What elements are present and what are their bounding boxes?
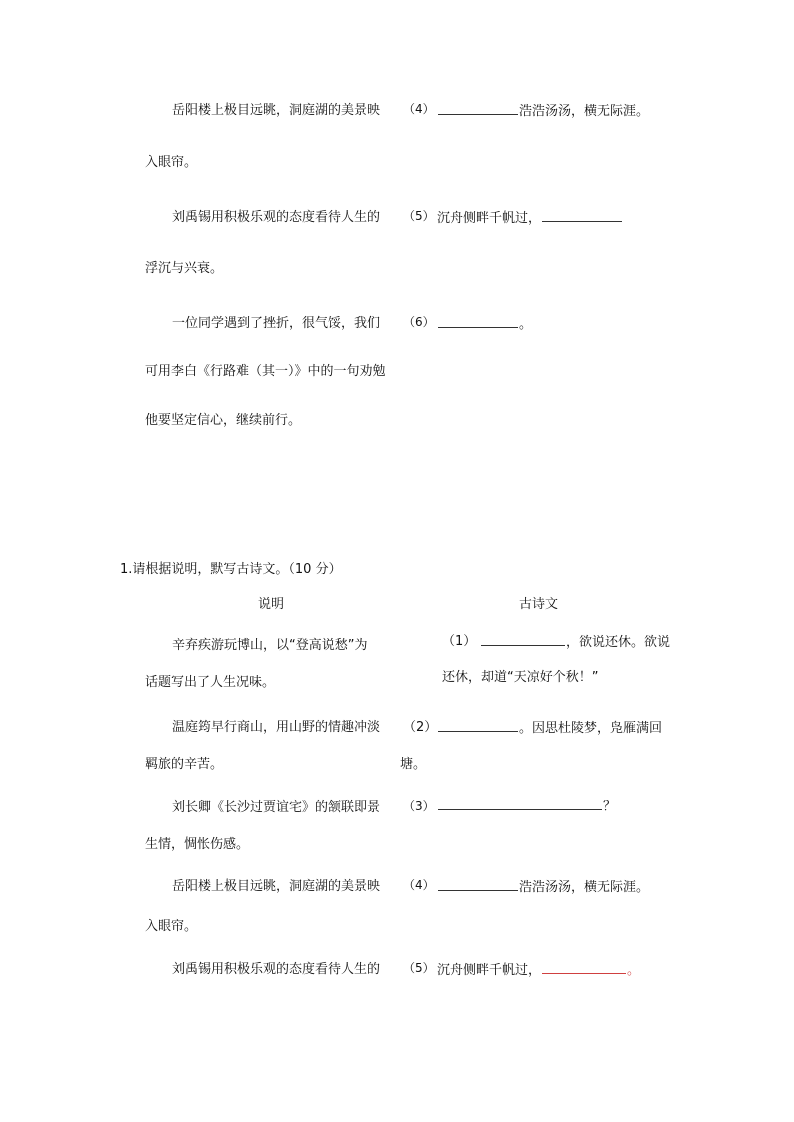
answer-line	[437, 961, 640, 980]
answer-line	[437, 719, 662, 738]
item-number: （4）	[403, 102, 435, 116]
item-number: （6）	[403, 315, 435, 329]
column-header-explanation: 说明	[258, 597, 285, 612]
answer-blank[interactable]	[542, 209, 622, 222]
poem-text: 。	[627, 963, 641, 978]
answer-line	[437, 209, 623, 228]
question-title: 1.请根据说明，默写古诗文。（10 分）	[120, 562, 342, 577]
poem-text: 沉舟侧畔千帆过，	[437, 211, 542, 226]
answer-line	[437, 315, 532, 334]
item-number: （1）	[442, 634, 477, 649]
item-number: （2）	[403, 720, 438, 735]
poem-text: 沉舟侧畔千帆过，	[437, 963, 542, 978]
item-number: （3）	[403, 799, 435, 813]
column-header-poem: 古诗文	[519, 597, 559, 612]
desc-text: 刘长卿《长沙过贾谊宅》的颔联即景	[172, 800, 381, 815]
answer-line	[437, 797, 616, 816]
poem-text: ，欲说还休。欲说	[566, 635, 671, 650]
poem-text: 。	[519, 317, 533, 332]
poem-text: 塘。	[400, 757, 427, 772]
poem-text: 。因思杜陵梦，凫雁满回	[519, 721, 663, 736]
desc-text: 岳阳楼上极目远眺，洞庭湖的美景映	[172, 879, 381, 894]
answer-line	[480, 633, 670, 652]
desc-text: 生情，惆怅伤感。	[145, 837, 250, 852]
item-number: （5）	[403, 209, 435, 223]
poem-text: 浩浩汤汤，横无际涯。	[519, 880, 650, 895]
poem-text: 还休，却道“天凉好个秋！”	[442, 670, 599, 685]
desc-text: 话题写出了人生况味。	[145, 675, 276, 690]
desc-text: 岳阳楼上极目远眺，洞庭湖的美景映	[172, 103, 381, 118]
answer-blank[interactable]	[481, 633, 565, 646]
item-number: （5）	[403, 961, 435, 975]
answer-blank[interactable]	[438, 102, 518, 115]
answer-blank[interactable]	[438, 315, 518, 328]
poem-text: 浩浩汤汤，横无际涯。	[519, 104, 650, 119]
desc-text: 他要坚定信心，继续前行。	[145, 413, 302, 428]
desc-text: 刘禹锡用积极乐观的态度看待人生的	[172, 210, 381, 225]
desc-text: 羁旅的辛苦。	[145, 757, 224, 772]
answer-blank[interactable]	[438, 797, 602, 810]
desc-text: 入眼帘。	[145, 919, 198, 934]
desc-text: 一位同学遇到了挫折，很气馁，我们	[172, 316, 381, 331]
desc-text: 入眼帘。	[145, 155, 198, 170]
desc-text: 刘禹锡用积极乐观的态度看待人生的	[172, 962, 381, 977]
answer-line	[437, 878, 649, 897]
answer-line	[437, 102, 649, 121]
desc-text: 可用李白《行路难（其一）》中的一句劝勉	[145, 364, 386, 379]
desc-text: 浮沉与兴衰。	[145, 261, 224, 276]
desc-text: 辛弃疾游玩博山，以“登高说愁”为	[172, 638, 368, 653]
answer-blank[interactable]	[438, 719, 518, 732]
desc-text: 温庭筠早行商山，用山野的情趣冲淡	[172, 720, 381, 735]
answer-blank[interactable]	[438, 878, 518, 891]
answer-blank[interactable]	[542, 961, 626, 974]
poem-text: ？	[603, 799, 617, 814]
item-number: （4）	[403, 878, 435, 892]
